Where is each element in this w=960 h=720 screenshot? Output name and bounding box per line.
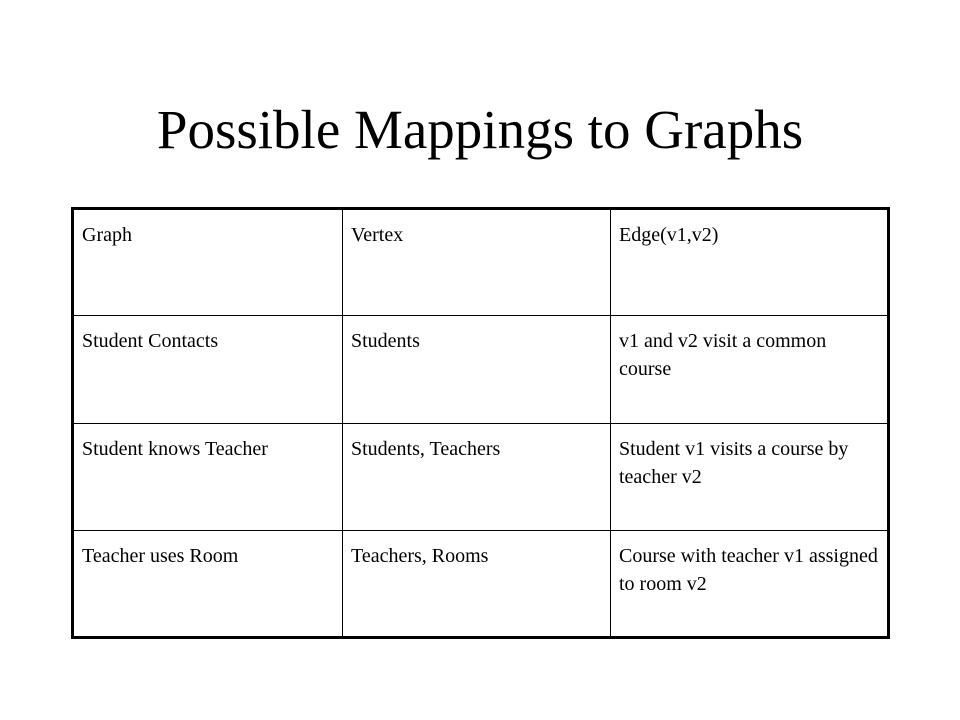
table-cell: Students, Teachers xyxy=(343,423,611,530)
table-row xyxy=(73,423,889,530)
table-cell: Teachers, Rooms xyxy=(343,530,611,637)
table-cell: Teacher uses Room xyxy=(73,530,343,637)
slide-title: Possible Mappings to Graphs xyxy=(156,99,804,160)
header-cell-graph: Graph xyxy=(73,209,343,316)
mapping-table xyxy=(71,207,890,639)
table-row xyxy=(73,530,889,637)
header-cell-vertex: Vertex xyxy=(343,209,611,316)
table-cell: Course with teacher v1 assigned to room v2 xyxy=(611,530,889,637)
table-cell: Student knows Teacher xyxy=(73,423,343,530)
table-cell: Student Contacts xyxy=(73,316,343,423)
table-cell: Students xyxy=(343,316,611,423)
table-cell: Student v1 visits a course by teacher v2 xyxy=(611,423,889,530)
table-row xyxy=(73,316,889,423)
table-header-row xyxy=(73,209,889,316)
table-cell: v1 and v2 visit a common course xyxy=(611,316,889,423)
header-cell-edge: Edge(v1,v2) xyxy=(611,209,889,316)
